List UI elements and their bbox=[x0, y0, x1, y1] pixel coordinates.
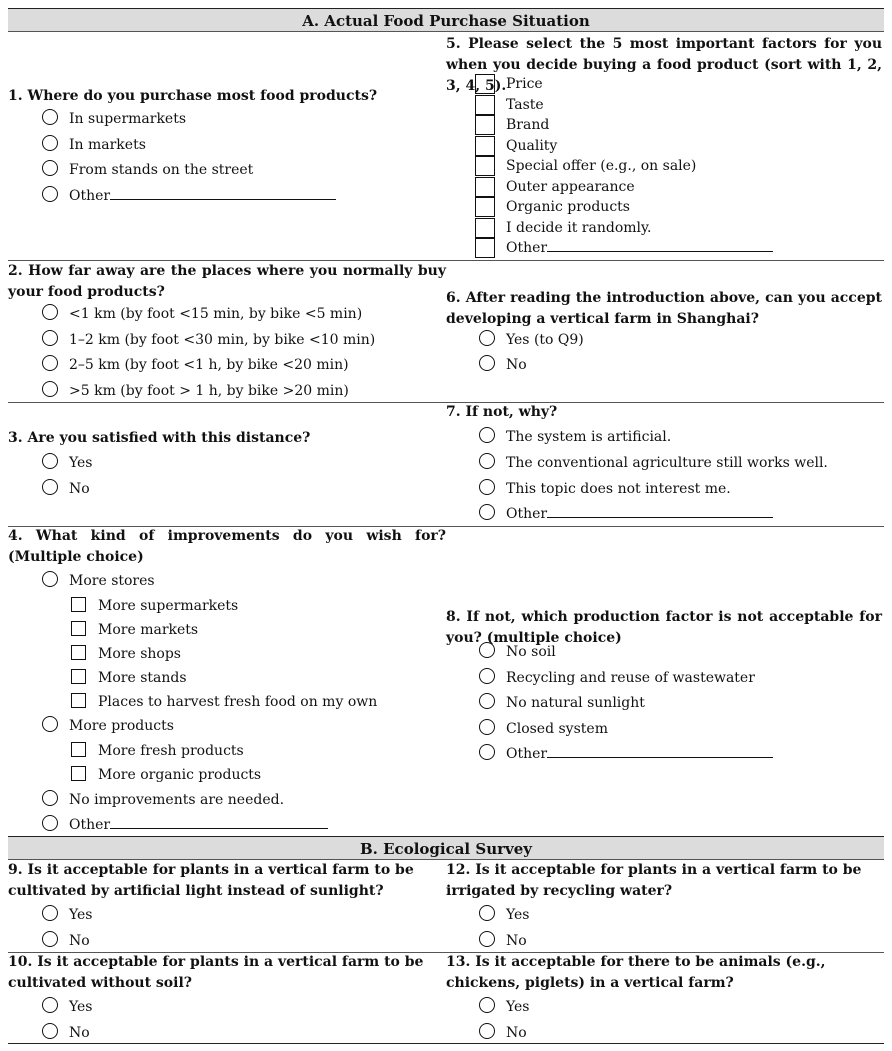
rank-box[interactable] bbox=[475, 238, 495, 258]
radio-button[interactable] bbox=[479, 931, 495, 947]
radio-button[interactable] bbox=[42, 479, 58, 495]
question-3: 3. Are you satisfied with this distance? bbox=[8, 430, 311, 446]
radio-button[interactable] bbox=[42, 355, 58, 371]
radio-button[interactable] bbox=[42, 381, 58, 397]
rank-box[interactable] bbox=[475, 197, 495, 217]
rank-box[interactable] bbox=[475, 136, 495, 156]
q7-other-blank[interactable] bbox=[547, 504, 773, 518]
question-13: 13. Is it acceptable for there to be animals (e.g., chickens, piglets) in a vertical farm? bbox=[446, 954, 826, 991]
bottom-rule bbox=[8, 1043, 884, 1044]
section-b-header: B. Ecological Survey bbox=[8, 836, 884, 860]
radio-button[interactable] bbox=[479, 693, 495, 709]
question-1: 1. Where do you purchase most food products? bbox=[8, 88, 378, 104]
checkbox[interactable] bbox=[71, 693, 86, 708]
checkbox[interactable] bbox=[71, 742, 86, 757]
question-12: 12. Is it acceptable for plants in a vertical farm to be irrigated by recycling water? bbox=[446, 862, 862, 899]
radio-button[interactable] bbox=[479, 1023, 495, 1039]
radio-button[interactable] bbox=[479, 479, 495, 495]
question-4: 4. What kind of improvements do you wish for? (Multiple choice) bbox=[8, 528, 446, 565]
radio-button[interactable] bbox=[42, 109, 58, 125]
question-5: 5. Please select the 5 most important factors for you when you decide buying a food product (sort with 1, 2, 3, 4, 5). bbox=[446, 36, 882, 94]
rank-box[interactable] bbox=[475, 95, 495, 115]
section-a-header: A. Actual Food Purchase Situation bbox=[8, 8, 884, 32]
radio-button[interactable] bbox=[479, 453, 495, 469]
radio-button[interactable] bbox=[479, 719, 495, 735]
checkbox[interactable] bbox=[71, 645, 86, 660]
checkbox[interactable] bbox=[71, 621, 86, 636]
radio-button[interactable] bbox=[479, 355, 495, 371]
rank-box[interactable] bbox=[475, 177, 495, 197]
rank-box[interactable] bbox=[475, 74, 495, 94]
radio-button[interactable] bbox=[479, 668, 495, 684]
question-8: 8. If not, which production factor is not acceptable for you? (multiple choice) bbox=[446, 609, 882, 646]
radio-button[interactable] bbox=[42, 931, 58, 947]
checkbox[interactable] bbox=[71, 597, 86, 612]
questionnaire-sheet: A. Actual Food Purchase Situation 1. Where do you purchase most food products? In supermarkets In markets From stands on the street Other 5. Please select the 5 most important factors for you when you decide buying a food product (sort with 1, 2, 3, 4, 5). Price Taste Brand Quality Special offer (e.g., on sale) Outer appearance Organic products I decide it randomly. Other 2. How far away are the places where you normally buy your food products? <1 km (by foot <15 min, by bike <5 min) 1–2 km (by foot <30 min, by bike <10 min) 2–5 km (by foot <1 h, by bike <20 min) >5 km (by foot > 1 h, by bike >20 min) 6. After reading the introduction above, can you accept developing a vertical farm in Shanghai? Yes (to Q9) No 3. Are you satisfied with this distance? Yes No 7. If not, why? The system is artificial. The conventional agriculture still works well. This topic does not interest me. Other 4. What kind of improvements do you wish for? (Multiple choice) More stores More supermarkets More markets More shops More stands Places to harvest fresh food on my own More products More fresh products More organic products No improvements are needed. Other 8. If not, which production factor is not acceptable for you? (multiple choice) No soil Recycling and reuse of wastewater No natural sunlight Closed system Other B. Ecological Survey 9. Is it acceptable for plants in a vertical farm to be cultivated by artificial light instead of sunlight? Yes No 12. Is it acceptable for plants in a vertical farm to be irrigated by recycling water? Yes No 10. Is it acceptable for plants in a vertical farm to be cultivated without soil? Yes No 13. Is it acceptable for there to be animals (e.g., chickens, piglets) in a vertical farm? Yes No bbox=[8, 8, 884, 1044]
radio-button[interactable] bbox=[42, 135, 58, 151]
rank-box[interactable] bbox=[475, 115, 495, 135]
radio-button[interactable] bbox=[479, 504, 495, 520]
radio-button[interactable] bbox=[42, 453, 58, 469]
radio-button[interactable] bbox=[479, 997, 495, 1013]
radio-button[interactable] bbox=[42, 905, 58, 921]
question-10: 10. Is it acceptable for plants in a vertical farm to be cultivated without soil? bbox=[8, 954, 424, 991]
rank-box[interactable] bbox=[475, 156, 495, 176]
radio-button[interactable] bbox=[42, 716, 58, 732]
radio-button[interactable] bbox=[42, 815, 58, 831]
radio-button[interactable] bbox=[479, 905, 495, 921]
checkbox[interactable] bbox=[71, 766, 86, 781]
radio-button[interactable] bbox=[42, 1023, 58, 1039]
radio-button[interactable] bbox=[479, 330, 495, 346]
question-2: 2. How far away are the places where you normally buy your food products? bbox=[8, 263, 446, 300]
radio-button[interactable] bbox=[42, 160, 58, 176]
rank-box[interactable] bbox=[475, 218, 495, 238]
q5-other-blank[interactable] bbox=[547, 238, 773, 252]
q4-other-blank[interactable] bbox=[110, 815, 328, 829]
radio-button[interactable] bbox=[42, 186, 58, 202]
radio-button[interactable] bbox=[42, 304, 58, 320]
question-7: 7. If not, why? bbox=[446, 404, 558, 420]
radio-button[interactable] bbox=[479, 642, 495, 658]
radio-button[interactable] bbox=[42, 330, 58, 346]
q1-other-blank[interactable] bbox=[110, 186, 336, 200]
question-9: 9. Is it acceptable for plants in a vertical farm to be cultivated by artificial light instead of sunlight? bbox=[8, 862, 414, 899]
checkbox[interactable] bbox=[71, 669, 86, 684]
radio-button[interactable] bbox=[479, 744, 495, 760]
question-6: 6. After reading the introduction above, can you accept developing a vertical farm in Shanghai? bbox=[446, 290, 882, 327]
radio-button[interactable] bbox=[42, 790, 58, 806]
q8-other-blank[interactable] bbox=[547, 744, 773, 758]
radio-button[interactable] bbox=[479, 427, 495, 443]
radio-button[interactable] bbox=[42, 571, 58, 587]
radio-button[interactable] bbox=[42, 997, 58, 1013]
